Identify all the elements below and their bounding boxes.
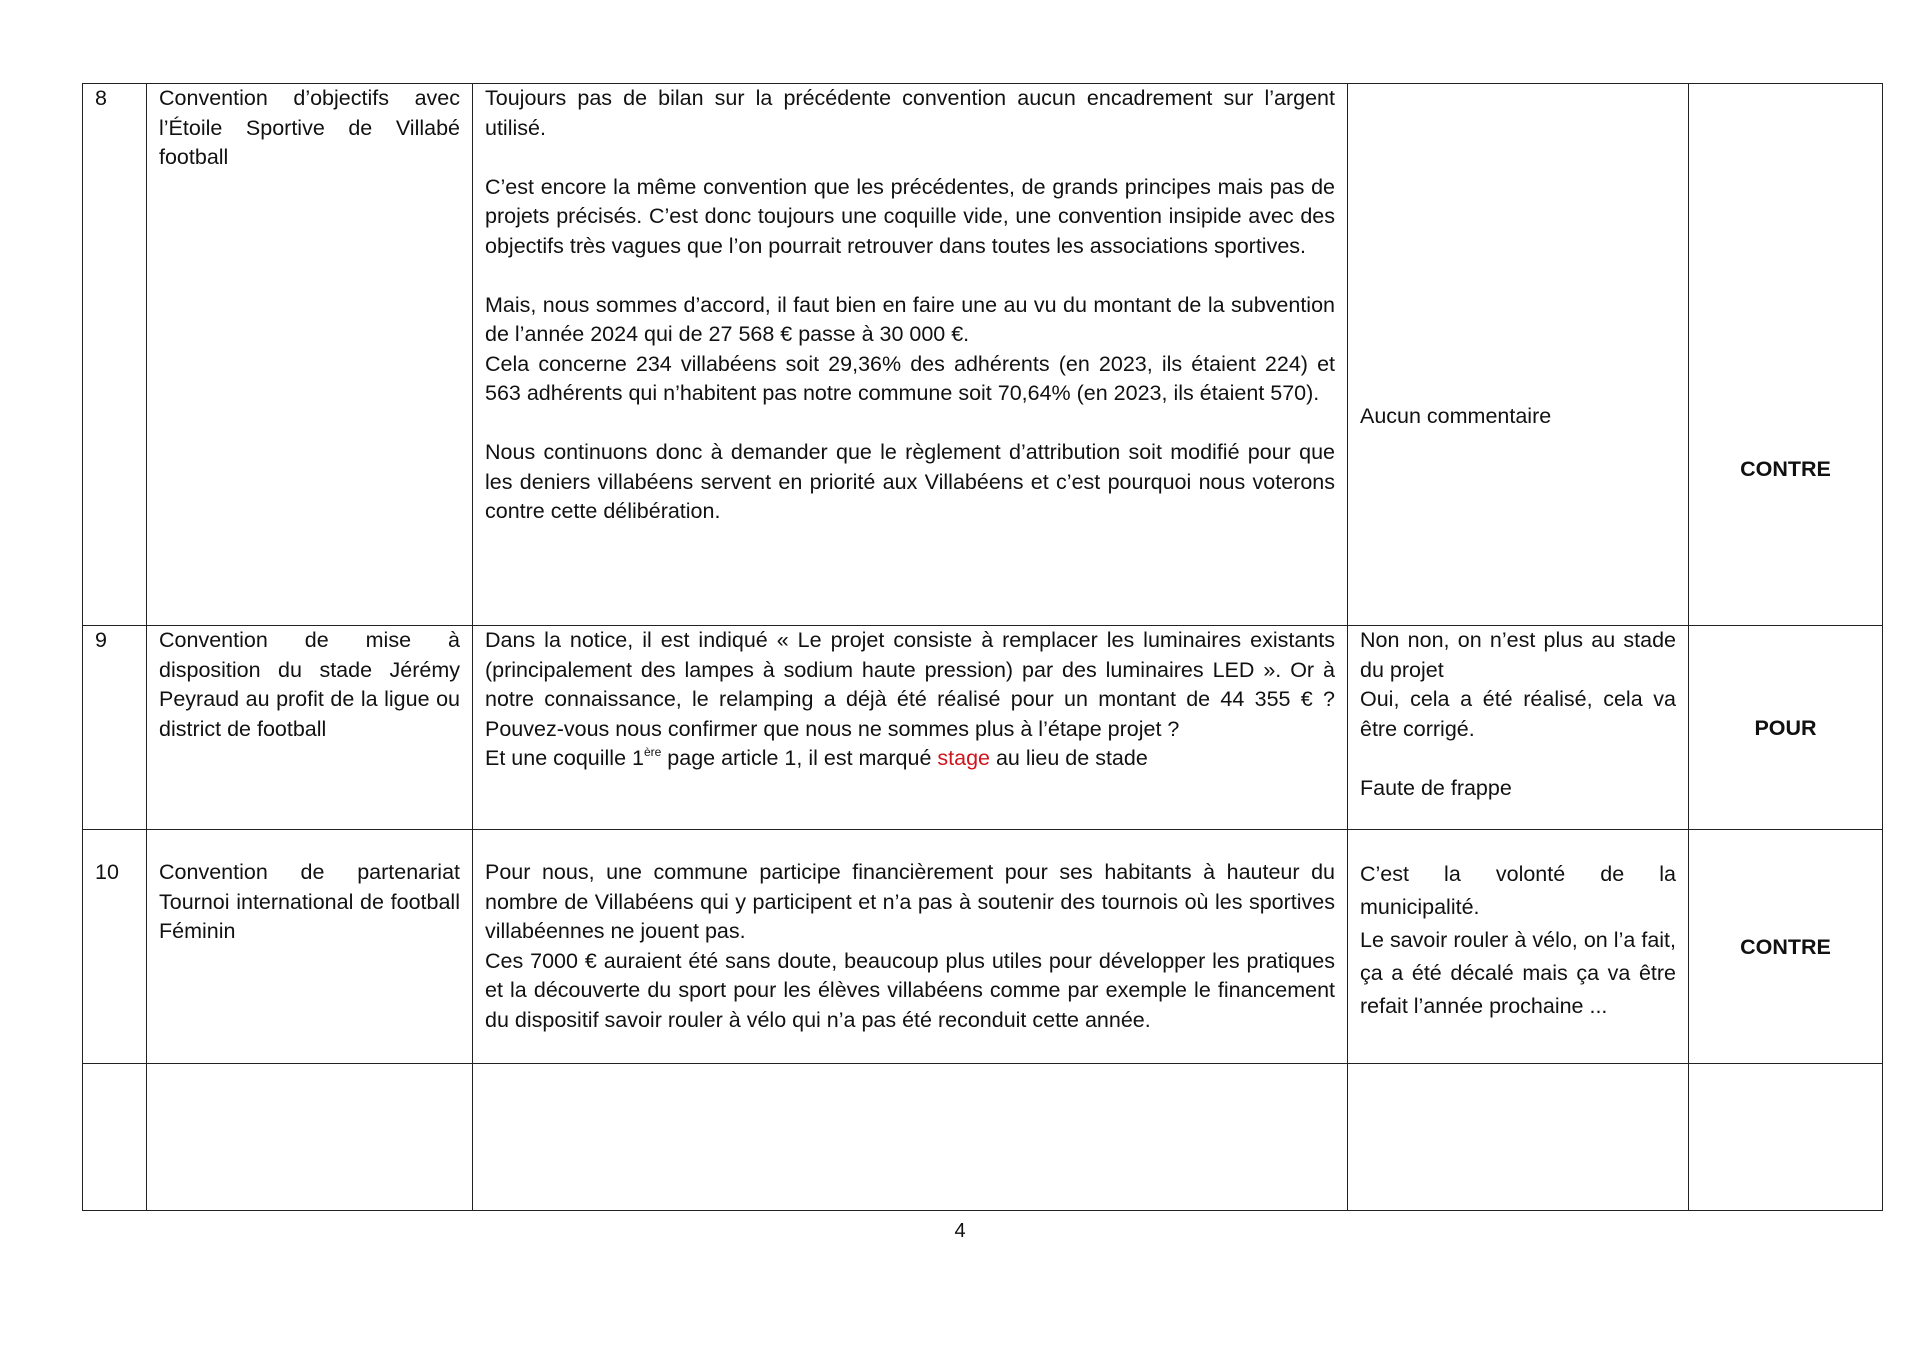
remark-paragraph: Cela concerne 234 villabéens soit 29,36% des adhérents (en 2023, ils étaient 224) et 563 adhérents qui n’habitent pas notre commune soit 70,64% (en 2023, ils étaient 570). — [485, 351, 1335, 405]
response-text: Faute de frappe — [1360, 775, 1512, 800]
vote-label: CONTRE — [1740, 935, 1831, 959]
row-subject: Convention de partenariat Tournoi international de football Féminin — [147, 830, 473, 1064]
table-row-empty — [83, 1064, 1883, 1211]
vote-label: CONTRE — [1740, 457, 1831, 481]
table-row — [83, 626, 1883, 830]
response-text: Aucun commentaire — [1360, 404, 1552, 428]
row-response — [1348, 830, 1689, 1064]
table-row — [83, 84, 1883, 626]
empty-cell — [473, 1064, 1348, 1211]
deliberations-table — [82, 83, 1883, 1211]
vote-label: POUR — [1754, 716, 1817, 740]
row-remarks — [473, 626, 1348, 830]
row-response — [1348, 626, 1689, 830]
empty-cell — [83, 1064, 147, 1211]
empty-cell — [1348, 1064, 1689, 1211]
row-number: 10 — [83, 830, 147, 1064]
remark-paragraph: Nous continuons donc à demander que le règlement d’attribution soit modifié pour que les deniers villabéens servent en priorité aux Villabéens et c’est pourquoi nous voterons contre cette délibération. — [485, 440, 1335, 523]
row-response — [1348, 84, 1689, 626]
remark-typo-paragraph — [485, 744, 1335, 774]
remark-paragraph: Dans la notice, il est indiqué « Le projet consiste à remplacer les luminaires existants (principalement des lampes à sodium haute pression) par des luminaires LED ». Or à notre connaissance, le relamping a déjà été réalisé pour un montant de 44 355 € ? Pouvez-vous nous confirmer que nous ne sommes plus à l’étape projet ? — [485, 628, 1335, 741]
row-remarks — [473, 830, 1348, 1064]
remark-paragraph: C’est encore la même convention que les précédentes, de grands principes mais pas de projets précisés. C’est donc toujours une coquille vide, une convention insipide avec des objectifs très vagues que l’on pourrait retrouver dans toutes les associations sportives. — [485, 174, 1335, 258]
remark-text: au lieu de stade — [990, 746, 1148, 770]
remark-text: Et une coquille 1 — [485, 746, 644, 770]
remark-paragraph: Mais, nous sommes d’accord, il faut bien en faire une au vu du montant de la subvention de l’année 2024 qui de 27 568 € passe à 30 000 €. — [485, 292, 1335, 346]
table-row — [83, 830, 1883, 1064]
remark-paragraph: Pour nous, une commune participe financièrement pour ses habitants à hauteur du nombre de Villabéens qui y participent et n’a pas à soutenir des tournois où les sportives villabéennes ne jouent pas. — [485, 860, 1335, 943]
empty-cell — [147, 1064, 473, 1211]
empty-cell — [1689, 1064, 1883, 1211]
response-text: Le savoir rouler à vélo, on l’a fait, ça a été décalé mais ça va être refait l’année prochaine ... — [1360, 928, 1676, 1018]
remark-text: page article 1, il est marqué — [661, 746, 938, 770]
row-subject: Convention de mise à disposition du stade Jérémy Peyraud au profit de la ligue ou district de football — [147, 626, 473, 830]
row-remarks — [473, 84, 1348, 626]
response-text: Non non, on n’est plus au stade du projet — [1360, 628, 1676, 682]
row-vote — [1689, 84, 1883, 626]
row-number: 9 — [83, 626, 147, 830]
highlighted-typo: stage — [937, 746, 990, 770]
remark-paragraph: Toujours pas de bilan sur la précédente convention aucun encadrement sur l’argent utilisé. — [485, 86, 1335, 140]
row-vote — [1689, 626, 1883, 830]
remark-paragraph: Ces 7000 € auraient été sans doute, beaucoup plus utiles pour développer les pratiques et la découverte du sport pour les élèves villabéens comme par exemple le financement du dispositif savoir rouler à vélo qui n’a pas été reconduit cette année. — [485, 948, 1335, 1032]
row-number: 8 — [83, 84, 147, 626]
page-number: 4 — [954, 1220, 966, 1242]
response-text: Oui, cela a été réalisé, cela va être corrigé. — [1360, 687, 1676, 741]
superscript: ère — [643, 745, 662, 759]
row-vote — [1689, 830, 1883, 1064]
response-text: C’est la volonté de la municipalité. — [1360, 862, 1676, 919]
row-subject: Convention d’objectifs avec l’Étoile Sportive de Villabé football — [147, 84, 473, 626]
